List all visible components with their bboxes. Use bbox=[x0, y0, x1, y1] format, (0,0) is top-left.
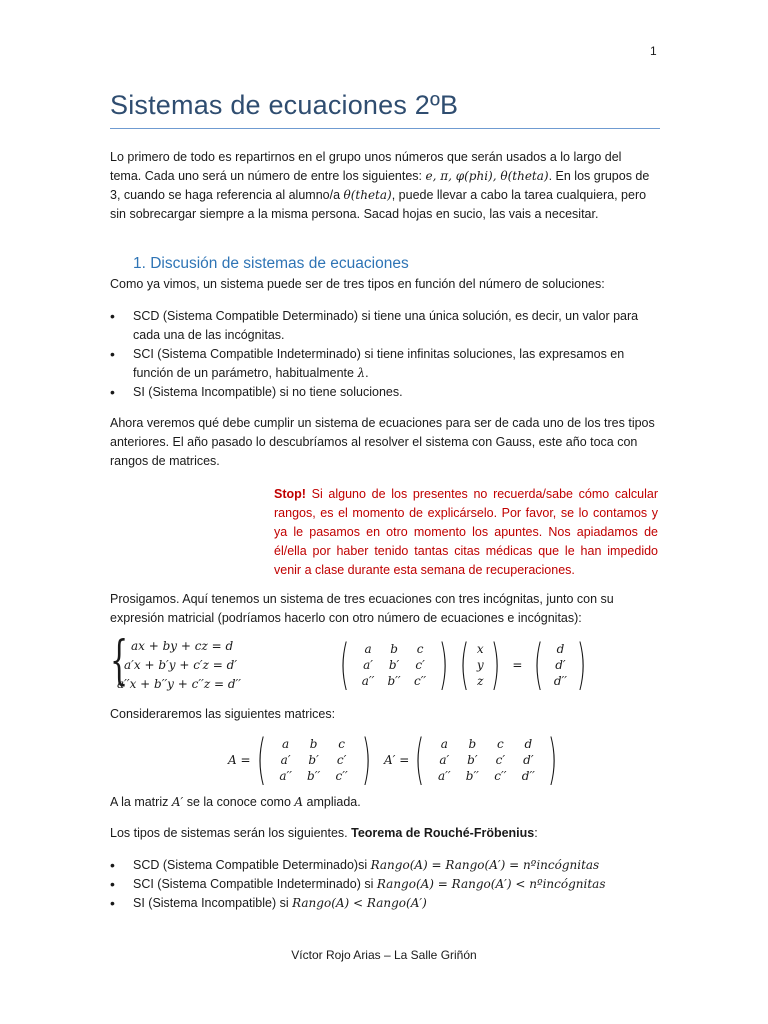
left-paren-icon: ( bbox=[459, 633, 470, 696]
matrix-A-prime: A′ = ( a b c d a′ b′ c′ d′ a′′ b′′ c′′ d′′ ) bbox=[384, 728, 558, 791]
paragraph-consideraremos: Consideraremos las siguientes matrices: bbox=[110, 707, 336, 721]
list-item: • SCD (Sistema Compatible Determinado)si Rango(A) = Rango(A′) = nºincógnitas bbox=[110, 856, 655, 875]
equation-row: a′x + b′y + c′z = d′ bbox=[124, 658, 238, 672]
left-paren-icon: ( bbox=[256, 728, 266, 791]
brace-icon: { bbox=[110, 631, 129, 691]
right-paren-icon: ) bbox=[577, 633, 587, 696]
equation-row: a′′x + b′′y + c′′z = d′′ bbox=[117, 677, 241, 691]
title-underline bbox=[110, 128, 660, 129]
list-item: • SCI (Sistema Compatible Indeterminado) si Rango(A) = Rango(A′) < nºincógnitas bbox=[110, 875, 655, 894]
theorem-name: Teorema de Rouché-Fröbenius bbox=[351, 826, 535, 840]
footer: Víctor Rojo Arias – La Salle Griñón bbox=[291, 948, 477, 962]
system-types-list bbox=[110, 307, 655, 402]
page-number: 1 bbox=[650, 44, 657, 58]
section-intro: Como ya vimos, un sistema puede ser de tres tipos en función del número de soluciones: bbox=[110, 277, 605, 291]
coefficient-matrix: a b c a′ b′ c′ a′′ b′′ c′′ bbox=[361, 642, 427, 688]
equals-sign: = bbox=[512, 658, 523, 672]
left-paren-icon: ( bbox=[534, 633, 544, 696]
theorem-intro: Los tipos de sistemas serán los siguientes. Teorema de Rouché-Fröbenius: bbox=[110, 826, 538, 840]
intro-paragraph: Lo primero de todo es repartirnos en el grupo unos números que serán usados a lo largo del tema. Cada uno será un número de entre los siguientes: e, π, φ(phi), θ(theta). En los grupos de 3, cuando se haga referencia al alumno/a θ(theta), puede llevar a cabo la tarea cualquiera, pero sin sobrecargar siempre a la misma persona. Sacad hojas en sucio, las vais a necesitar. bbox=[110, 150, 650, 221]
list-item: • SCD (Sistema Compatible Determinado) si tiene una única solución, es decir, un valor para cada una de las incógnitas. bbox=[110, 307, 655, 345]
paragraph-ahora: Ahora veremos qué debe cumplir un sistema de ecuaciones para ser de cada uno de los tres tipos anteriores. El año pasado lo descubríamos al resolver el sistema con Gauss, este año toca con rangos de matrices. bbox=[110, 416, 655, 468]
paragraph-ampliada: A la matriz A′ se la conoce como A ampliada. bbox=[110, 795, 361, 809]
right-paren-icon: ) bbox=[361, 728, 371, 791]
left-paren-icon: ( bbox=[339, 633, 350, 696]
page-title: Sistemas de ecuaciones 2ºB bbox=[110, 90, 459, 120]
rhs-vector: d d′ d′′ bbox=[553, 642, 568, 688]
list-item: • SCI (Sistema Compatible Indeterminado) si tiene infinitas soluciones, las expresamos en función de un parámetro, habitualmente λ. bbox=[110, 345, 655, 383]
stop-note: Stop! Si alguno de los presentes no recuerda/sabe cómo calcular rangos, es el momento de explicárselo. Por favor, se lo contamos y ya le pasamos en otro momento los apuntes. Nos apiadamos de él/ella por haber tenido tantas citas médicas que le han impedido venir a clase durante esta semana de recuperaciones. bbox=[274, 487, 658, 577]
left-paren-icon: ( bbox=[415, 728, 425, 791]
matrix-A: A = ( a b c a′ b′ c′ a′′ b′′ c′′ ) bbox=[228, 728, 371, 791]
right-paren-icon: ) bbox=[548, 728, 558, 791]
right-paren-icon: ) bbox=[438, 633, 449, 696]
conditions-list bbox=[110, 856, 655, 913]
matrix-A-label: A = bbox=[228, 753, 251, 767]
right-paren-icon: ) bbox=[491, 633, 501, 696]
matrix-A-prime-label: A′ = bbox=[384, 753, 410, 767]
stop-label: Stop! bbox=[274, 487, 306, 501]
list-item: • SI (Sistema Incompatible) si Rango(A) < Rango(A′) bbox=[110, 894, 655, 913]
section-heading: 1. Discusión de sistemas de ecuaciones bbox=[133, 255, 409, 272]
paragraph-prosigamos: Prosigamos. Aquí tenemos un sistema de tres ecuaciones con tres incógnitas, junto con su expresión matricial (podríamos hacerlo con otro número de ecuaciones e incógnitas): bbox=[110, 592, 614, 625]
equation-row: ax + by + cz = d bbox=[131, 639, 234, 653]
equation-system bbox=[110, 631, 290, 694]
variable-vector: x y z bbox=[476, 642, 484, 688]
matrix-equation bbox=[334, 633, 593, 696]
list-item: • SI (Sistema Incompatible) si no tiene soluciones. bbox=[110, 383, 655, 402]
